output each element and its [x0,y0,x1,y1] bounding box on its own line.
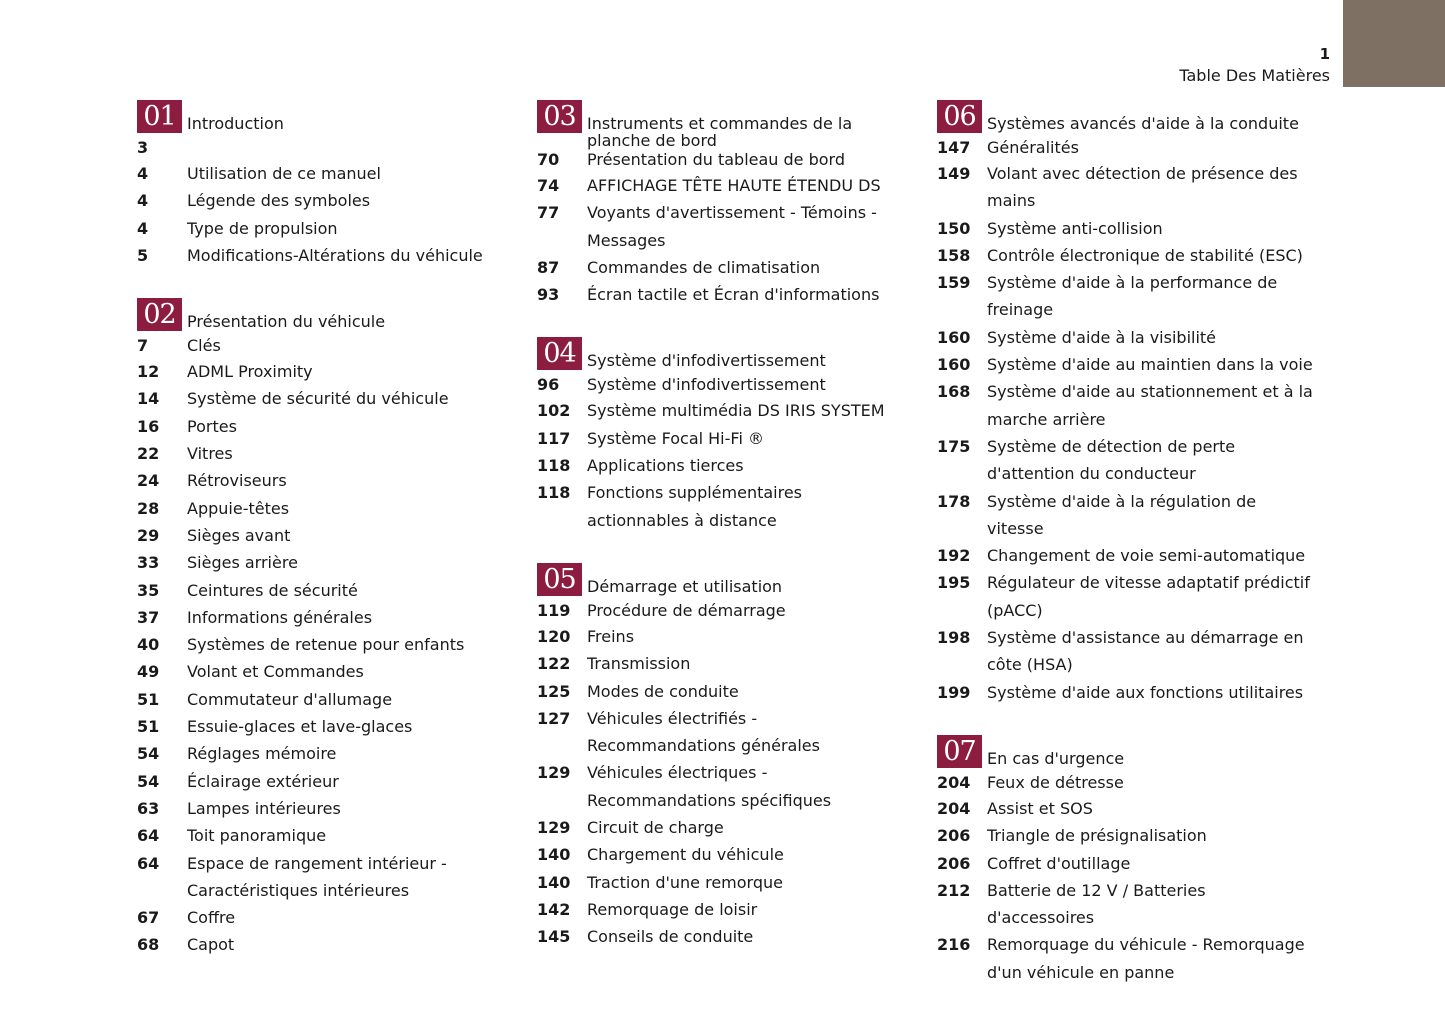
toc-entry[interactable] [937,137,1317,159]
section-title: Systèmes avancés d'aide à la conduite [987,114,1299,133]
entry-page-number: 22 [137,444,160,464]
entry-title: Légende des symboles [187,191,371,211]
toc-entry[interactable] [537,814,897,841]
entry-title: Système d'aide à la performance de freinage [987,273,1278,320]
section-heading[interactable] [137,100,497,137]
entry-title: Freins [587,626,635,646]
entry-page-number: 24 [137,471,160,491]
entry-title: Commutateur d'allumage [187,689,393,709]
entry-title: Modifications-Altérations du véhicule [187,245,483,265]
section-title: Instruments et commandes de la planche de bord [587,114,853,150]
section-title: Introduction [187,114,284,133]
section-title: Système d'infodivertissement [587,351,826,371]
entry-title: Écran tactile et Écran d'informations [587,285,880,305]
toc-entry[interactable] [937,215,1317,242]
entry-page-number: 49 [137,662,160,682]
toc-entry[interactable] [137,242,497,269]
section-number-badge: 05 [537,563,582,596]
toc-entry[interactable] [537,479,897,534]
entry-title: ADML Proximity [187,362,313,382]
entry-page-number: 64 [137,826,160,846]
entry-page-number: 140 [537,845,571,865]
entry-page-number: 5 [137,245,149,265]
entry-title: Feux de détresse [987,772,1124,792]
toc-entry[interactable] [937,877,1317,932]
toc-entry[interactable] [537,869,897,896]
entry-page-number: 129 [537,818,571,838]
toc-entry[interactable] [137,740,497,767]
toc-entry[interactable] [937,269,1317,324]
section-heading[interactable] [137,298,497,335]
entry-title: Volant avec détection de présence des mains [987,164,1298,211]
entry-page-number: 195 [937,573,971,593]
entry-page-number: 54 [137,744,160,764]
entry-page-number: 63 [137,798,160,818]
toc-entry[interactable] [137,522,497,549]
entry-title: Procédure de démarrage [587,600,786,620]
entry-page-number: 159 [937,273,971,293]
toc-entry[interactable] [137,495,497,522]
toc-entry[interactable] [137,577,497,604]
entry-title: Système d'infodivertissement [587,375,826,395]
section-title: Démarrage et utilisation [587,576,783,596]
entry-title: Circuit de charge [587,818,724,838]
toc-entry[interactable] [137,335,497,357]
toc-entry[interactable] [937,772,1317,794]
entry-page-number: 51 [137,717,160,737]
entry-page-number: 178 [937,491,971,511]
toc-entry[interactable] [137,795,497,822]
toc-entry[interactable] [537,600,897,622]
entry-title: Triangle de présignalisation [987,826,1207,846]
entry-title: Système anti-collision [987,218,1163,238]
entry-page-number: 28 [137,498,160,518]
entry-title: Essuie-glaces et lave-glaces [187,717,413,737]
section-number-badge: 02 [137,298,182,331]
entry-page-number: 77 [537,203,560,223]
entry-page-number: 216 [937,935,971,955]
entry-title: Contrôle électronique de stabilité (ESC) [987,245,1303,265]
entry-title: Clés [187,336,221,356]
entry-page-number: 145 [537,927,571,947]
entry-page-number: 160 [937,355,971,375]
entry-title: Système d'aide au maintien dans la voie [987,355,1313,375]
entry-title: Ceintures de sécurité [187,580,358,600]
toc-entry[interactable] [137,358,497,385]
entry-title: Applications tierces [587,456,744,476]
entry-title: Conseils de conduite [587,927,754,947]
entry-title: Système d'assistance au démarrage en côte (HSA) [987,628,1304,675]
entry-title: Rétroviseurs [187,471,287,491]
entry-page-number: 14 [137,389,160,409]
toc-entry[interactable] [137,768,497,795]
toc-entry[interactable] [537,841,897,868]
section-title: En cas d'urgence [987,748,1125,768]
section-heading[interactable] [537,100,897,149]
entry-title: Lampes intérieures [187,798,341,818]
entry-page-number: 168 [937,382,971,402]
toc-entry[interactable] [537,759,897,814]
entry-page-number: 74 [537,176,560,195]
entry-page-number: 54 [137,771,160,791]
entry-page-number: 40 [137,635,160,655]
toc-entry[interactable] [537,397,897,424]
toc-entry[interactable] [537,172,897,199]
entry-title: Système d'aide au stationnement et à la marche arrière [987,382,1313,429]
entry-title: AFFICHAGE TÊTE HAUTE ÉTENDU DS [587,176,881,195]
entry-title: Sièges arrière [187,553,298,573]
entry-title: Informations générales [187,607,373,627]
entry-title: Capot [187,935,235,955]
entry-page-number: 150 [937,218,971,238]
entry-title: Systèmes de retenue pour enfants [187,635,465,655]
entry-page-number: 118 [537,483,571,503]
toc-entry[interactable] [137,822,497,849]
entry-page-number: 102 [537,401,571,421]
toc-entry[interactable] [937,624,1317,679]
entry-title: Généralités [987,138,1079,157]
toc-entry[interactable] [137,631,497,658]
entry-page-number: 12 [137,362,160,382]
entry-title: Présentation du tableau de bord [587,150,845,169]
entry-page-number: 175 [937,436,971,456]
section-number-badge: 04 [537,337,582,370]
entry-page-number: 212 [937,880,971,900]
entry-title: Chargement du véhicule [587,845,784,865]
entry-title: Système multimédia DS IRIS SYSTEM [587,401,885,421]
toc-entry[interactable] [537,452,897,479]
toc-entry[interactable] [537,678,897,705]
entry-title: Changement de voie semi-automatique [987,546,1306,566]
section-number-badge: 07 [937,735,982,768]
header-title: Table Des Matières [1179,66,1330,85]
entry-page-number: 122 [537,654,571,674]
toc-entry[interactable] [937,351,1317,378]
toc-column-1 [137,100,497,988]
toc-entry[interactable] [537,650,897,677]
entry-page-number: 206 [937,826,971,846]
entry-page-number: 93 [537,285,560,305]
entry-page-number: 70 [537,150,560,169]
toc-entry[interactable] [537,623,897,650]
entry-title: Système de sécurité du véhicule [187,389,449,409]
toc-entry[interactable] [137,549,497,576]
entry-page-number: 4 [137,164,149,183]
entry-page-number: 4 [137,218,149,238]
entry-page-number: 118 [537,456,571,476]
section-number-badge: 06 [937,100,982,133]
toc-entry[interactable] [137,187,497,214]
toc-entry[interactable] [537,896,897,923]
entry-page-number: 16 [137,416,160,436]
entry-page-number: 142 [537,899,571,919]
toc-section [937,735,1317,986]
entry-page-number: 127 [537,708,571,728]
toc-entry[interactable] [937,324,1317,351]
toc-entry[interactable] [537,149,897,171]
toc-entry[interactable] [937,378,1317,433]
toc-entry[interactable] [137,160,497,187]
section-number-badge: 01 [137,100,182,133]
entry-title: Système d'aide à la régulation de vitesse [987,491,1257,538]
toc-entry[interactable] [137,658,497,685]
section-number-badge: 03 [537,100,582,133]
toc-entry[interactable] [537,425,897,452]
entry-title: Système de détection de perte d'attention du conducteur [987,436,1236,484]
toc-column-3 [937,100,1317,1015]
entry-page-number: 125 [537,681,571,701]
entry-page-number: 198 [937,628,971,648]
entry-page-number: 204 [937,798,971,818]
entry-page-number: 206 [937,853,971,873]
entry-title: Traction d'une remorque [587,872,783,892]
entry-title: Fonctions supplémentaires actionnables à distance [587,483,803,530]
toc-entry[interactable] [537,199,897,254]
entry-page-number: 160 [937,327,971,347]
toc-entry[interactable] [937,679,1317,706]
entry-page-number: 3 [137,138,149,157]
toc-entry[interactable] [137,686,497,713]
toc-entry[interactable] [937,795,1317,822]
entry-title: Sièges avant [187,525,291,545]
section-title: Présentation du véhicule [187,312,386,332]
entry-page-number: 4 [137,191,149,211]
toc-entry[interactable] [137,904,497,931]
toc-section [537,100,897,308]
toc-entry[interactable] [937,242,1317,269]
entry-title: Espace de rangement intérieur - Caractéristiques intérieures [187,853,447,900]
toc-entry[interactable] [937,822,1317,849]
entry-page-number: 119 [537,600,571,620]
entry-title: Système Focal Hi-Fi ® [587,428,764,448]
entry-title: Appuie-têtes [187,498,290,518]
entry-page-number: 199 [937,682,971,702]
entry-page-number: 140 [537,872,571,892]
entry-title: Modes de conduite [587,681,739,701]
entry-page-number: 29 [137,525,160,545]
section-heading[interactable] [537,337,897,374]
entry-title: Éclairage extérieur [187,771,339,791]
entry-page-number: 67 [137,908,160,928]
toc-section [537,563,897,951]
entry-page-number: 7 [137,336,149,356]
entry-page-number: 147 [937,138,971,157]
toc-entry[interactable] [537,254,897,281]
entry-title: Toit panoramique [187,826,327,846]
entry-title: Batterie de 12 V / Batteries d'accessoires [987,880,1206,928]
entry-page-number: 37 [137,607,160,627]
entry-page-number: 64 [137,853,160,873]
toc-entry[interactable] [137,413,497,440]
entry-page-number: 149 [937,164,971,183]
toc-entry[interactable] [937,160,1317,215]
entry-title: Coffret d'outillage [987,853,1131,873]
entry-page-number: 192 [937,546,971,566]
toc-entry[interactable] [137,137,497,159]
toc-entry[interactable] [937,931,1317,986]
toc-entry[interactable] [137,931,497,958]
toc-entry[interactable] [537,705,897,760]
corner-tab [1343,0,1445,87]
toc-entry[interactable] [137,604,497,631]
toc-entry[interactable] [137,467,497,494]
entry-page-number: 96 [537,375,560,395]
entry-title: Véhicules électrifiés - Recommandations générales [587,708,820,756]
entry-title: Volant et Commandes [187,662,364,682]
entry-title: Portes [187,416,237,436]
entry-page-number: 35 [137,580,160,600]
entry-title: Régulateur de vitesse adaptatif prédictif (pACC) [987,573,1310,620]
toc-entry[interactable] [937,488,1317,543]
entry-page-number: 117 [537,428,571,448]
toc-entry[interactable] [137,385,497,412]
toc-entry[interactable] [137,713,497,740]
entry-page-number: 129 [537,763,571,783]
section-heading[interactable] [537,563,897,600]
entry-title: Coffre [187,908,236,928]
entry-title: Assist et SOS [987,798,1093,818]
entry-title: Réglages mémoire [187,744,337,764]
entry-page-number: 158 [937,245,971,265]
entry-title: Vitres [187,444,233,464]
entry-page-number: 68 [137,935,160,955]
entry-page-number: 204 [937,772,971,792]
entry-title [187,137,497,159]
entry-title: Système d'aide à la visibilité [987,327,1217,347]
toc-entry[interactable] [937,433,1317,488]
toc-entry[interactable] [137,215,497,242]
section-heading[interactable] [937,735,1317,772]
toc-entry[interactable] [137,440,497,467]
entry-title: Remorquage de loisir [587,899,758,919]
page-number: 1 [1319,45,1330,63]
toc-entry[interactable] [137,850,497,905]
toc-entry[interactable] [537,281,897,308]
entry-title: Type de propulsion [187,218,338,238]
toc-entry[interactable] [937,569,1317,624]
entry-page-number: 51 [137,689,160,709]
entry-title: Utilisation de ce manuel [187,164,381,183]
entry-page-number: 87 [537,257,560,277]
entry-title: Remorquage du véhicule - Remorquage d'un véhicule en panne [987,935,1305,982]
toc-section [137,100,497,269]
section-heading[interactable] [937,100,1317,137]
entry-title: Transmission [587,654,691,674]
toc-section [537,337,897,533]
entry-title: Véhicules électriques - Recommandations spécifiques [587,763,832,810]
toc-column-2 [537,100,897,980]
toc-entry[interactable] [537,374,897,396]
entry-title: Voyants d'avertissement - Témoins - Messages [587,203,877,250]
toc-entry[interactable] [937,542,1317,569]
toc-entry[interactable] [537,923,897,950]
toc-entry[interactable] [937,850,1317,877]
toc-section [137,298,497,959]
entry-title: Système d'aide aux fonctions utilitaires [987,682,1304,702]
toc-section [937,100,1317,706]
entry-page-number: 120 [537,626,571,646]
entry-title: Commandes de climatisation [587,257,821,277]
entry-page-number: 33 [137,553,160,573]
